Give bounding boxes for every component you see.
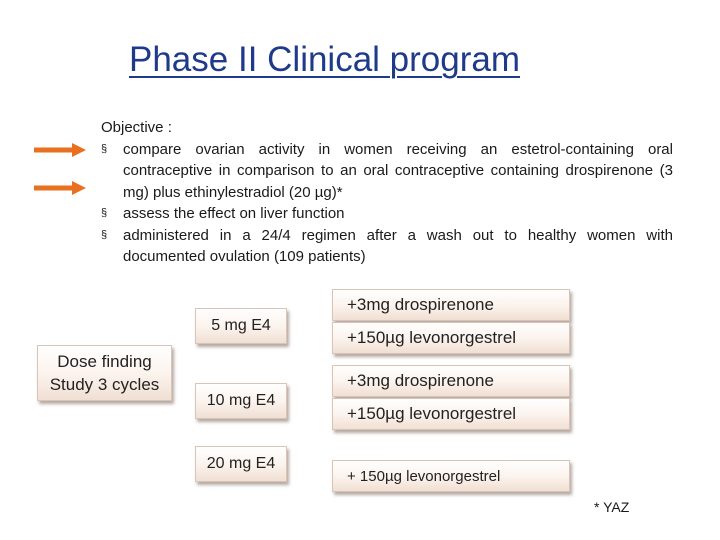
dose-box-5mg: 5 mg E4 <box>195 308 287 344</box>
footnote: * YAZ <box>594 499 630 515</box>
page-title: Phase II Clinical program <box>129 40 520 79</box>
dose-box-20mg: 20 mg E4 <box>195 446 287 482</box>
objective-text: compare ovarian activity in women receiving an estetrol-containing oral contraceptive in comparison to an oral contraceptive containing drospirenone (3 mg) plus ethinylestradiol (20 µg)* <box>123 140 673 201</box>
regimen-box: +3mg drospirenone <box>332 365 570 397</box>
arrow-right-icon <box>34 181 86 195</box>
objective-list <box>101 139 673 268</box>
study-line: Study 3 cycles <box>49 375 160 394</box>
objective-item <box>101 139 673 204</box>
regimen-box: +3mg drospirenone <box>332 289 570 321</box>
objective-heading: Objective : <box>101 119 172 136</box>
dose-box-10mg: 10 mg E4 <box>195 383 287 419</box>
study-line: Dose finding <box>57 352 152 371</box>
objective-item <box>101 225 673 268</box>
study-box <box>37 345 172 401</box>
objective-section <box>101 117 673 268</box>
arrow-right-icon <box>34 143 86 157</box>
objective-item <box>101 203 673 225</box>
bullet-icon: § <box>101 142 108 155</box>
regimen-box: +150µg levonorgestrel <box>332 398 570 430</box>
bullet-icon: § <box>101 228 108 241</box>
objective-text: administered in a 24/4 regimen after a wash out to healthy women with documented ovulation (109 patients) <box>123 226 673 265</box>
regimen-box: +150µg levonorgestrel <box>332 322 570 354</box>
objective-text: assess the effect on liver function <box>123 205 345 222</box>
regimen-box: + 150µg levonorgestrel <box>332 460 570 492</box>
bullet-icon: § <box>101 207 108 219</box>
